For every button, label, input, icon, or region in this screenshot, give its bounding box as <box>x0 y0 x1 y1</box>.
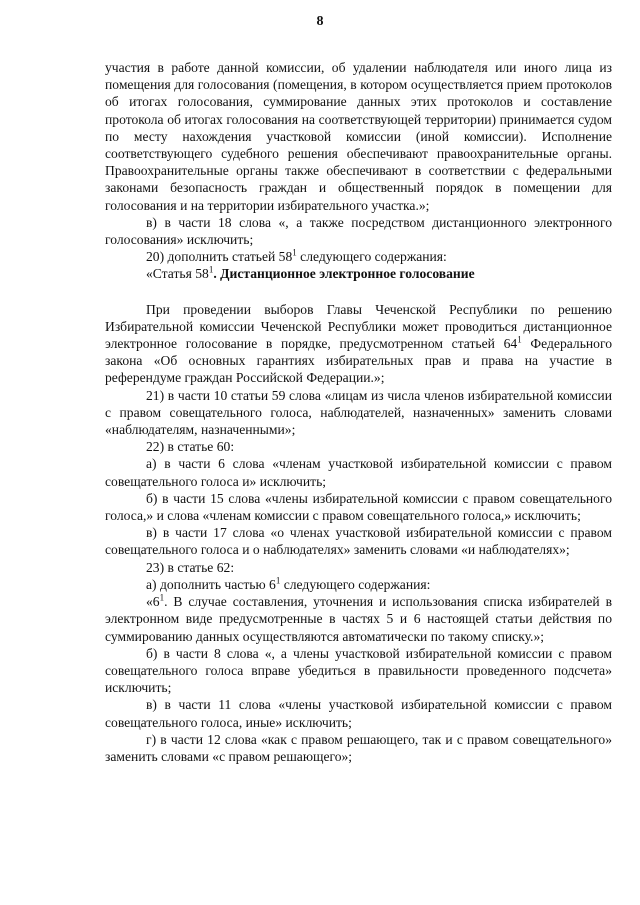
page-number: 8 <box>316 14 324 29</box>
paragraph-item-23v: в) в части 11 слова «члены участковой избирательной комиссии с правом совещательного голоса, иные» исключить; <box>105 697 612 730</box>
paragraph-item-23: 23) в статье 62: <box>146 559 235 575</box>
paragraph-item-20 <box>105 248 612 265</box>
text-run: Федерального закона «Об основных гарантиях избирательных прав и права на участие в референдуме граждан Российской Федерации.»; <box>105 336 613 386</box>
text-run: «Статья 58 <box>146 266 209 282</box>
superscript: 1 <box>292 247 297 258</box>
text-run: При проведении выборов Главы Чеченской Республики по решению Избирательной комиссии Чеченской Республики может проводиться дистанционное электронное голосование в порядке, предусмотренном статьей 64 <box>105 301 612 352</box>
superscript: 1 <box>275 575 281 586</box>
paragraph-item-22b: б) в части 15 слова «члены избирательной комиссии с правом совещательного голоса,» и слова «членам комиссии с правом совещательного голоса,» исключить; <box>105 490 612 524</box>
paragraph-item-22: 22) в статье 60: <box>146 439 235 455</box>
paragraph-part-6-1 <box>105 593 612 645</box>
spacer <box>105 283 612 301</box>
superscript: 1 <box>517 334 522 345</box>
text-run: 20) дополнить статьей 58 <box>146 249 293 265</box>
text-run: следующего содержания: <box>280 576 431 592</box>
superscript: 1 <box>208 264 214 275</box>
article-title: . Дистанционное электронное голосование <box>213 266 475 282</box>
document-body <box>105 59 612 765</box>
text-run: а) дополнить частью 6 <box>146 576 276 592</box>
article-heading <box>105 265 612 282</box>
superscript: 1 <box>159 592 165 603</box>
paragraph-item-22v: в) в части 17 слова «о членах участковой избирательной комиссии с правом совещательного голоса и о наблюдателях» заменить словами «и наблюдателях»; <box>105 525 612 558</box>
paragraph-article-text <box>105 301 612 387</box>
paragraph-item-21: 21) в части 10 статьи 59 слова «лицам из числа членов избирательной комиссии с правом совещательного голоса, наблюдателей, назначенных» заменить словами «наблюдателям, назначенными»; <box>105 387 612 438</box>
text-run: «6 <box>146 594 160 610</box>
text-run: . В случае составления, уточнения и использования списка избирателей в электронном виде предусмотренные в частях 5 и 6 настоящей статьи действия по суммированию данных осуществляются автоматически по такому списку.»; <box>105 594 612 644</box>
paragraph-continuation: участия в работе данной комиссии, об удалении наблюдателя или иного лица из помещения для голосования (помещения, в котором осуществляется прием протоколов об итогах голосования, суммирование данных этих протоколов и составление протокола об итогах голосования на соответствующей территории) принимается судом по месту нахождения участковой комиссии (иной комиссии). Исполнение соответствующего судебного решения обеспечивают правоохранительные органы. Правоохранительные органы также обеспечивают в соответствии с федеральными законами безопасность граждан и общественный порядок в помещении для голосования и на территории избирательного участка.»; <box>105 60 612 213</box>
paragraph-item-23g: г) в части 12 слова «как с правом решающего, так и с правом совещательного» заменить словами «с правом решающего»; <box>105 731 612 764</box>
paragraph-item-23a <box>105 576 612 593</box>
paragraph-item-22a: а) в части 6 слова «членам участковой избирательной комиссии с правом совещательного голоса и» исключить; <box>105 456 612 489</box>
paragraph-item-v-part-18: в) в части 18 слова «, а также посредством дистанционного электронного голосования» исключить; <box>105 214 612 248</box>
paragraph-item-23b: б) в части 8 слова «, а члены участковой избирательной комиссии с правом совещательного голоса вправе убедиться в правильности проведенного подсчета» исключить; <box>105 645 612 696</box>
text-run: следующего содержания: <box>296 249 447 265</box>
